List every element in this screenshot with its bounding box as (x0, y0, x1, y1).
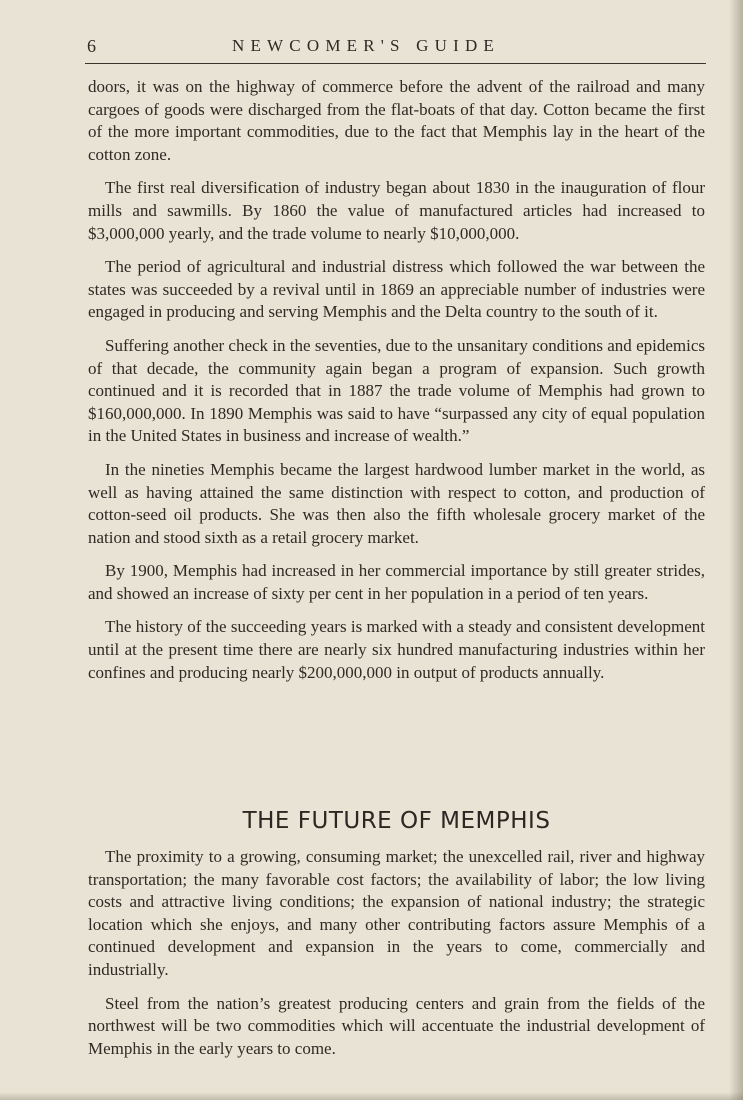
future-section (88, 846, 705, 1071)
paragraph-future-commodities: Steel from the nation’s greatest producing centers and grain from the fields of the northwest will be two commodities which will accentuate the industrial development of Memphis in the early years to come. (88, 993, 705, 1058)
header-rule (85, 63, 706, 64)
paragraph-continued: doors, it was on the highway of commerce before the advent of the railroad and many cargoes of goods were discharged from the flat-boats of that day. Cotton became the first of the more important commodities, due to the fact that Memphis lay in the heart of the cotton zone. (88, 77, 705, 164)
paragraph-diversification: The first real diversification of industry began about 1830 in the inauguration of flour mills and sawmills. By 1860 the value of manufactured articles had increased to $3,000,000 yearly, and the trade volume to nearly $10,000,000. (88, 178, 705, 243)
paragraph-future-factors: The proximity to a growing, consuming market; the unexcelled rail, river and highway transportation; the many favorable cost factors; the availability of labor; the low living costs and attractive living conditions; the expansion of national industry; the strategic location which she enjoys, and many other contributing factors assure Memphis of a continued development and expansion in the years to come, commercially and industrially. (88, 847, 705, 979)
paragraph-present-day: The history of the succeeding years is marked with a steady and consistent development until at the present time there are nearly six hundred manufacturing industries within her confines and producing nearly $200,000,000 in output of products annually. (88, 617, 705, 682)
paragraph-seventies: Suffering another check in the seventies, due to the unsanitary conditions and epidemics of that decade, the community again began a program of expansion. Such growth continued and it is recorded that in 1887 the trade volume of Memphis had grown to $160,000,000. In 1890 Memphis was said to have “surpassed any city of equal population in the United States in business and increase of wealth.” (88, 335, 705, 446)
paragraph-1900: By 1900, Memphis had increased in her commercial importance by still greater strides, and showed an increase of sixty per cent in her population in a period of ten years. (88, 561, 705, 603)
running-title: NEWCOMER'S GUIDE (232, 36, 501, 55)
history-section (88, 76, 705, 695)
page-bottom-edge (0, 1092, 743, 1100)
section-heading: THE FUTURE OF MEMPHIS (242, 808, 551, 834)
page-number: 6 (87, 36, 97, 56)
paragraph-postwar-revival: The period of agricultural and industrial distress which followed the war between the states was succeeded by a revival until in 1869 an appreciable number of industries were engaged in producing and serving Memphis and the Delta country to the south of it. (88, 257, 705, 322)
running-head (87, 36, 704, 58)
paragraph-nineties: In the nineties Memphis became the largest hardwood lumber market in the world, as well as having attained the same distinction with respect to cotton, and production of cotton-seed oil products. She was then also the fifth wholesale grocery market of the nation and stood sixth as a retail grocery market. (88, 459, 705, 547)
